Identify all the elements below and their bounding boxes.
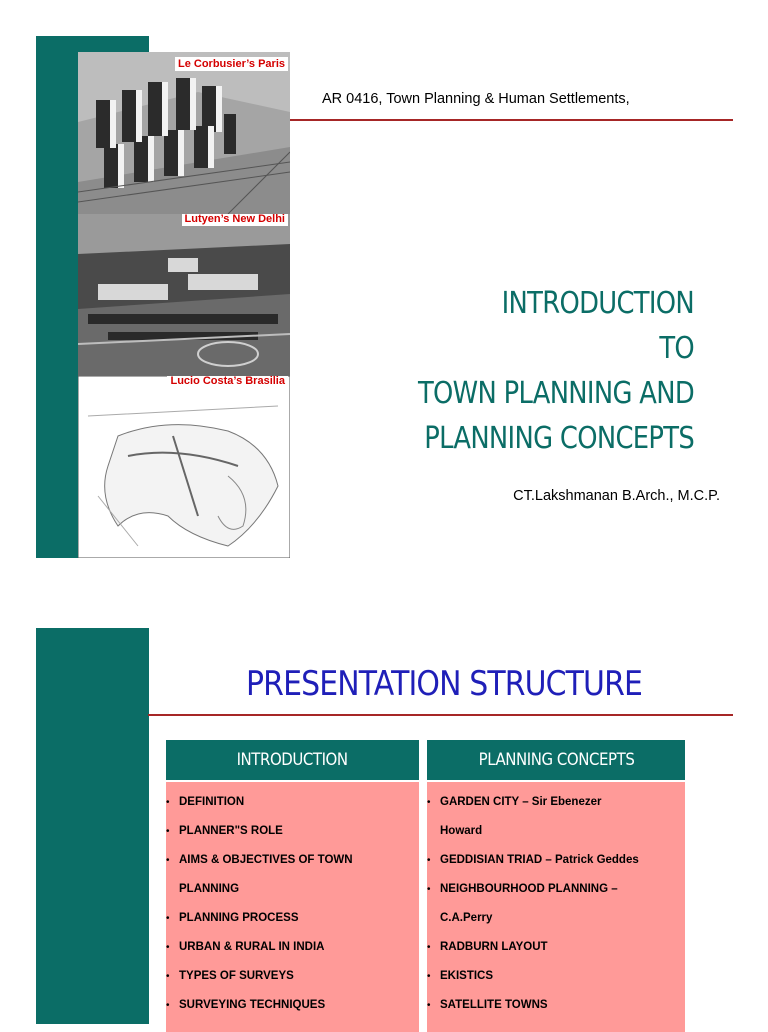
author-line: CT.Lakshmanan B.Arch., M.C.P. bbox=[513, 488, 720, 504]
structure-slide bbox=[0, 598, 768, 1024]
photo-new-delhi bbox=[78, 214, 290, 376]
intro-list bbox=[166, 597, 419, 1020]
title-line-3: TOWN PLANNING AND bbox=[417, 376, 694, 411]
photo-caption-brasilia: Lucio Costa’s Brasilia bbox=[167, 376, 288, 388]
list-item: • NEIGHBOURHOOD PLANNING – bbox=[427, 875, 685, 904]
title-line-1: INTRODUCTION bbox=[501, 286, 694, 321]
slide-title bbox=[418, 281, 694, 461]
list-item: • SATELLITE TOWNS bbox=[427, 991, 685, 1020]
list-item: • URBAN & RURAL IN INDIA bbox=[166, 933, 419, 962]
list-item bbox=[427, 904, 685, 933]
structure-title: PRESENTATION STRUCTURE bbox=[246, 664, 643, 704]
list-item: • EKISTICS bbox=[427, 962, 685, 991]
list-item-cont: PLANNING bbox=[179, 883, 240, 895]
photo-caption-new-delhi: Lutyen’s New Delhi bbox=[182, 214, 288, 226]
list-item-cont: Howard bbox=[440, 825, 483, 837]
list-item: • PLANNING PROCESS bbox=[166, 904, 419, 933]
list-item: • AIMS & OBJECTIVES OF TOWN bbox=[166, 846, 419, 875]
teal-side-bar bbox=[36, 628, 149, 1024]
list-item: • GARDEN CITY – Sir Ebenezer bbox=[427, 788, 685, 817]
list-item: • DEFINITION bbox=[166, 788, 419, 817]
intro-panel bbox=[166, 782, 419, 1032]
course-line: AR 0416, Town Planning & Human Settlements, bbox=[322, 91, 630, 107]
list-item: • SURVEYING TECHNIQUES bbox=[166, 991, 419, 1020]
slide-separator bbox=[0, 580, 768, 598]
list-item: • TYPES OF SURVEYS bbox=[166, 962, 419, 991]
list-item bbox=[166, 875, 419, 904]
list-item-cont: C.A.Perry bbox=[440, 912, 493, 924]
concepts-panel bbox=[427, 782, 685, 1032]
photo-paris bbox=[78, 52, 290, 214]
list-item: • RADBURN LAYOUT bbox=[427, 933, 685, 962]
title-line-2: TO bbox=[659, 331, 694, 366]
list-item bbox=[427, 817, 685, 846]
photo-caption-paris: Le Corbusier’s Paris bbox=[175, 57, 288, 71]
list-item: • PLANNER"S ROLE bbox=[166, 817, 419, 846]
concepts-list bbox=[427, 597, 685, 1020]
concepts-heading-text: PLANNING CONCEPTS bbox=[478, 750, 634, 770]
intro-heading-text: INTRODUCTION bbox=[236, 750, 349, 770]
list-item: • GEDDISIAN TRIAD – Patrick Geddes bbox=[427, 846, 685, 875]
photo-brasilia bbox=[78, 376, 290, 558]
title-line-4: PLANNING CONCEPTS bbox=[424, 421, 694, 456]
